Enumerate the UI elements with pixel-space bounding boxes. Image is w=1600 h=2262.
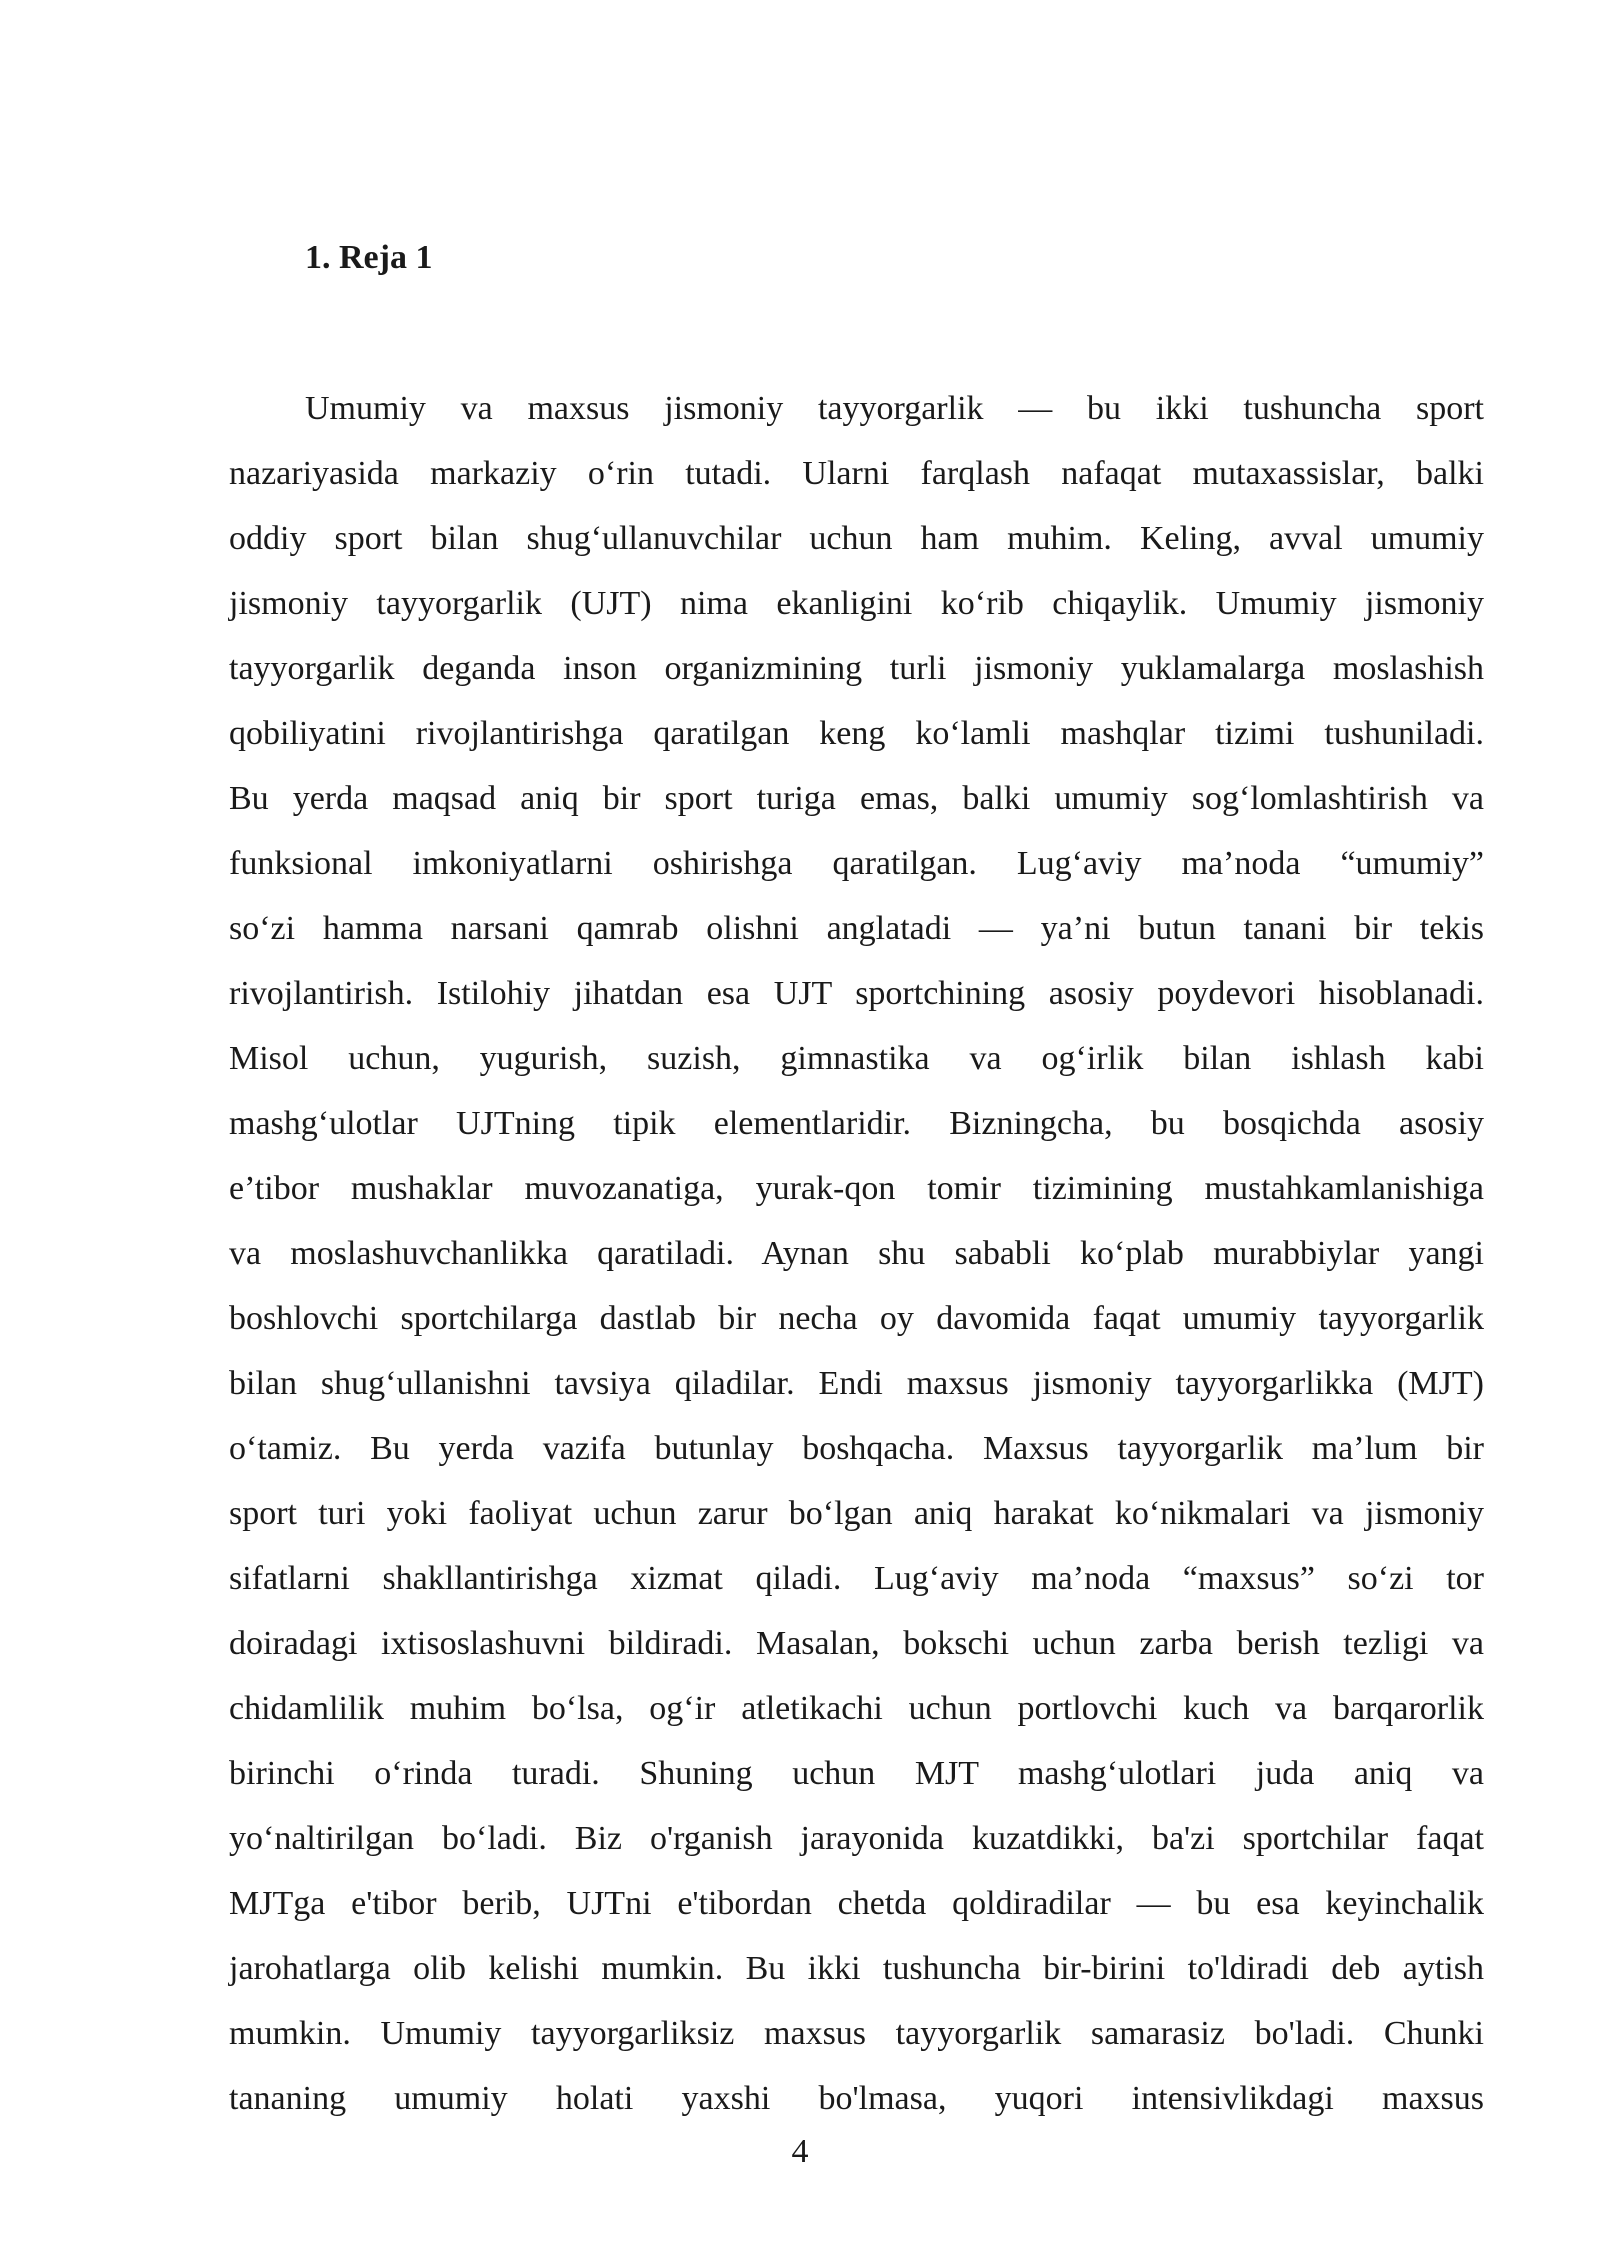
paragraph-line: Umumiy va maxsus jismoniy tayyorgarlik — bu ikki tushuncha sport <box>305 390 1484 427</box>
paragraph-line: rivojlantirish. Istilohiy jihatdan esa UJT sportchining asosiy poydevori hisoblanadi. <box>229 975 1484 1012</box>
paragraph-line: jarohatlarga olib kelishi mumkin. Bu ikki tushuncha bir-birini to'ldiradi deb aytish <box>229 1950 1484 1987</box>
paragraph-line: yo‘naltirilgan bo‘ladi. Biz o'rganish jarayonida kuzatdikki, ba'zi sportchilar faqat <box>229 1820 1484 1857</box>
paragraph-line: tayyorgarlik deganda inson organizmining turli jismoniy yuklamalarga moslashish <box>229 650 1484 687</box>
paragraph-line: oddiy sport bilan shug‘ullanuvchilar uchun ham muhim. Keling, avval umumiy <box>229 520 1484 557</box>
paragraph-line: mashg‘ulotlar UJTning tipik elementlaridir. Bizningcha, bu bosqichda asosiy <box>229 1105 1484 1142</box>
paragraph-line: tananing umumiy holati yaxshi bo'lmasa, yuqori intensivlikdagi maxsus <box>229 2080 1484 2117</box>
page-number: 4 <box>791 2133 809 2170</box>
paragraph-line: boshlovchi sportchilarga dastlab bir necha oy davomida faqat umumiy tayyorgarlik <box>229 1300 1484 1337</box>
paragraph-line: chidamlilik muhim bo‘lsa, og‘ir atletikachi uchun portlovchi kuch va barqarorlik <box>229 1690 1484 1727</box>
body-paragraph <box>229 376 1484 2131</box>
paragraph-line: sifatlarni shakllantirishga xizmat qiladi. Lug‘aviy ma’noda “maxsus” so‘zi tor <box>229 1560 1484 1597</box>
paragraph-line: va moslashuvchanlikka qaratiladi. Aynan shu sababli ko‘plab murabbiylar yangi <box>229 1235 1484 1272</box>
paragraph-line: MJTga e'tibor berib, UJTni e'tibordan chetda qoldiradilar — bu esa keyinchalik <box>229 1885 1484 1922</box>
paragraph-line: o‘tamiz. Bu yerda vazifa butunlay boshqacha. Maxsus tayyorgarlik ma’lum bir <box>229 1430 1484 1467</box>
paragraph-line: qobiliyatini rivojlantirishga qaratilgan keng ko‘lamli mashqlar tizimi tushuniladi. <box>229 715 1484 752</box>
paragraph-line: nazariyasida markaziy o‘rin tutadi. Ularni farqlash nafaqat mutaxassislar, balki <box>229 455 1484 492</box>
paragraph-line: birinchi o‘rinda turadi. Shuning uchun MJT mashg‘ulotlari juda aniq va <box>229 1755 1484 1792</box>
paragraph-line: jismoniy tayyorgarlik (UJT) nima ekanligini ko‘rib chiqaylik. Umumiy jismoniy <box>229 585 1484 622</box>
paragraph-line: sport turi yoki faoliyat uchun zarur bo‘lgan aniq harakat ko‘nikmalari va jismoniy <box>229 1495 1484 1532</box>
paragraph-line: Misol uchun, yugurish, suzish, gimnastika va og‘irlik bilan ishlash kabi <box>229 1040 1484 1077</box>
paragraph-line: bilan shug‘ullanishni tavsiya qiladilar. Endi maxsus jismoniy tayyorgarlikka (MJT) <box>229 1365 1484 1402</box>
paragraph-line: funksional imkoniyatlarni oshirishga qaratilgan. Lug‘aviy ma’noda “umumiy” <box>229 845 1484 882</box>
paragraph-line: mumkin. Umumiy tayyorgarliksiz maxsus tayyorgarlik samarasiz bo'ladi. Chunki <box>229 2015 1484 2052</box>
paragraph-line: doiradagi ixtisoslashuvni bildiradi. Masalan, bokschi uchun zarba berish tezligi va <box>229 1625 1484 1662</box>
section-heading: 1. Reja 1 <box>305 239 433 276</box>
paragraph-line: e’tibor mushaklar muvozanatiga, yurak-qon tomir tizimining mustahkamlanishiga <box>229 1170 1484 1207</box>
paragraph-line: Bu yerda maqsad aniq bir sport turiga emas, balki umumiy sog‘lomlashtirish va <box>229 780 1484 817</box>
paragraph-line: so‘zi hamma narsani qamrab olishni anglatadi — ya’ni butun tanani bir tekis <box>229 910 1484 947</box>
